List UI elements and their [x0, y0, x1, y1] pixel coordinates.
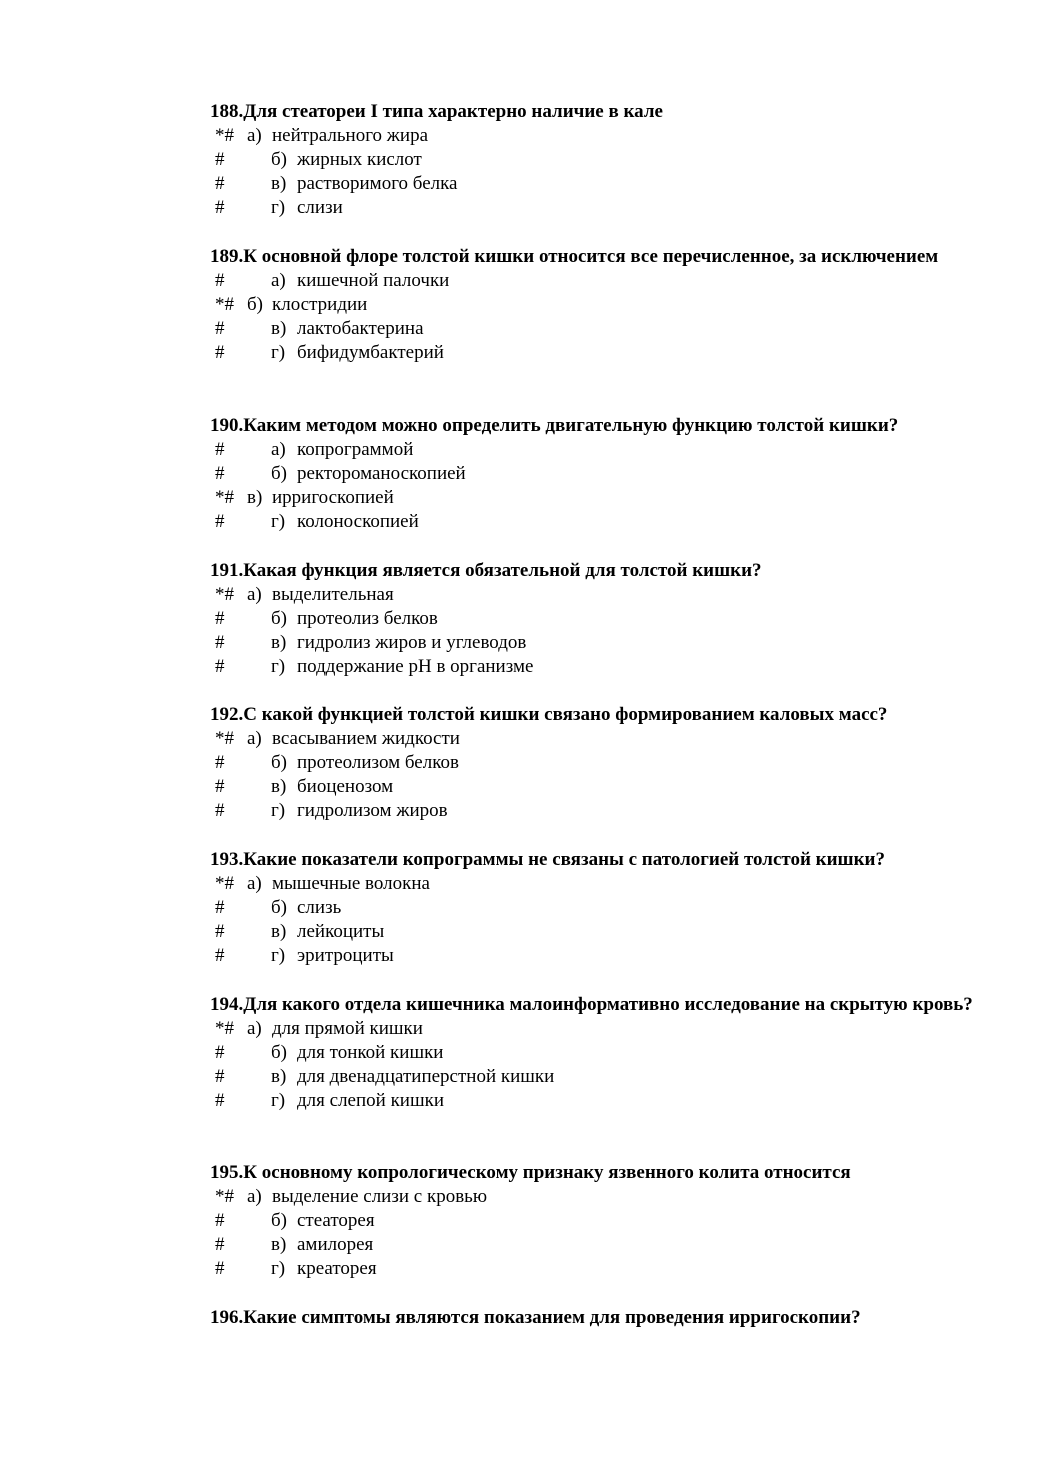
- option-text: ирригоскопией: [272, 487, 394, 508]
- question-text: 188.Для стеатореи I типа характерно наличие в кале: [210, 101, 663, 122]
- option-letter: в): [271, 1234, 287, 1255]
- answer-option: [148, 438, 990, 462]
- option-mark: #: [215, 511, 225, 532]
- option-text: выделение слизи с кровью: [272, 1186, 488, 1207]
- option-mark: #: [215, 149, 225, 170]
- question-text: 195.К основному копрологическому признаку язвенного колита относится: [210, 1162, 851, 1183]
- option-text: копрограммой: [297, 439, 414, 460]
- option-text: стеаторея: [297, 1210, 375, 1231]
- answer-option: [148, 775, 990, 799]
- option-letter: а): [247, 125, 262, 146]
- option-mark: #: [215, 270, 225, 291]
- answer-option: [148, 751, 990, 775]
- answer-option: [148, 799, 990, 823]
- question-block: [148, 1306, 990, 1330]
- answer-option: [148, 1065, 990, 1089]
- question-text: 191.Какая функция является обязательной для толстой кишки?: [210, 560, 762, 581]
- option-text: поддержание pH в организме: [297, 656, 534, 677]
- option-letter: г): [271, 342, 286, 363]
- option-letter: б): [271, 149, 287, 170]
- option-text: жирных кислот: [297, 149, 422, 170]
- answer-option: [148, 1089, 990, 1113]
- option-text: растворимого белка: [297, 173, 458, 194]
- option-text: гидролиз жиров и углеводов: [297, 632, 527, 653]
- answer-option: [148, 896, 990, 920]
- option-text: для тонкой кишки: [297, 1042, 444, 1063]
- option-letter: в): [271, 173, 287, 194]
- option-text: креаторея: [297, 1258, 377, 1279]
- answer-option: [148, 1209, 990, 1233]
- option-text: мышечные волокна: [272, 873, 430, 894]
- option-mark: *#: [215, 1186, 234, 1207]
- option-letter: а): [247, 873, 262, 894]
- answer-option-correct: [148, 293, 990, 317]
- option-text: амилорея: [297, 1234, 374, 1255]
- option-mark: #: [215, 897, 225, 918]
- option-letter: б): [271, 1210, 287, 1231]
- option-mark: *#: [215, 294, 234, 315]
- option-letter: б): [247, 294, 263, 315]
- option-letter: г): [271, 1258, 286, 1279]
- answer-option-correct: [148, 124, 990, 148]
- answer-option: [148, 341, 990, 365]
- option-letter: г): [271, 511, 286, 532]
- option-letter: б): [271, 897, 287, 918]
- option-letter: г): [271, 1090, 286, 1111]
- answer-option: [148, 269, 990, 293]
- answer-option: [148, 1257, 990, 1281]
- option-mark: *#: [215, 584, 234, 605]
- option-mark: #: [215, 1066, 225, 1087]
- option-text: лейкоциты: [297, 921, 385, 942]
- option-text: кишечной палочки: [297, 270, 450, 291]
- option-letter: г): [271, 800, 286, 821]
- option-mark: *#: [215, 1018, 234, 1039]
- option-letter: в): [247, 487, 263, 508]
- question-block: [148, 559, 990, 679]
- option-mark: #: [215, 1258, 225, 1279]
- question-text: 193.Какие показатели копрограммы не связаны с патологией толстой кишки?: [210, 849, 885, 870]
- option-letter: б): [271, 1042, 287, 1063]
- answer-option: [148, 196, 990, 220]
- option-mark: #: [215, 1042, 225, 1063]
- option-mark: #: [215, 439, 225, 460]
- option-text: слизи: [297, 197, 343, 218]
- option-mark: #: [215, 342, 225, 363]
- option-letter: г): [271, 945, 286, 966]
- option-mark: #: [215, 197, 225, 218]
- option-mark: *#: [215, 873, 234, 894]
- option-letter: а): [247, 584, 262, 605]
- answer-option: [148, 1233, 990, 1257]
- answer-option: [148, 317, 990, 341]
- question-block: [148, 1161, 990, 1281]
- question-text: 194.Для какого отдела кишечника малоинформативно исследование на скрытую кровь?: [210, 994, 973, 1015]
- option-letter: в): [271, 318, 287, 339]
- option-text: гидролизом жиров: [297, 800, 448, 821]
- answer-option-correct: [148, 486, 990, 510]
- question-text: 196.Какие симптомы являются показанием для проведения ирригоскопии?: [210, 1307, 861, 1328]
- option-text: протеолизом белков: [297, 752, 459, 773]
- answer-option: [148, 148, 990, 172]
- option-letter: в): [271, 1066, 287, 1087]
- option-mark: #: [215, 752, 225, 773]
- option-mark: *#: [215, 487, 234, 508]
- question-text: 192.С какой функцией толстой кишки связано формированием каловых масс?: [210, 704, 888, 725]
- option-letter: а): [271, 270, 286, 291]
- option-mark: #: [215, 318, 225, 339]
- option-mark: #: [215, 1210, 225, 1231]
- option-text: нейтрального жира: [272, 125, 429, 146]
- answer-option: [148, 944, 990, 968]
- option-mark: *#: [215, 728, 234, 749]
- option-text: для прямой кишки: [272, 1018, 423, 1039]
- question-text: 190.Каким методом можно определить двигательную функцию толстой кишки?: [210, 415, 899, 436]
- answer-option: [148, 655, 990, 679]
- option-mark: #: [215, 173, 225, 194]
- option-text: для слепой кишки: [297, 1090, 444, 1111]
- option-letter: в): [271, 776, 287, 797]
- option-text: эритроциты: [297, 945, 394, 966]
- answer-option-correct: [148, 583, 990, 607]
- answer-option: [148, 1041, 990, 1065]
- option-letter: а): [247, 1186, 262, 1207]
- answer-option: [148, 607, 990, 631]
- option-letter: в): [271, 921, 287, 942]
- option-text: бифидумбактерий: [297, 342, 444, 363]
- option-mark: #: [215, 776, 225, 797]
- option-letter: б): [271, 608, 287, 629]
- answer-option: [148, 172, 990, 196]
- answer-option-correct: [148, 1017, 990, 1041]
- question-block: [148, 703, 990, 823]
- question-block: [148, 848, 990, 968]
- option-mark: *#: [215, 125, 234, 146]
- option-text: для двенадцатиперстной кишки: [297, 1066, 555, 1087]
- question-text: 189.К основной флоре толстой кишки относится все перечисленное, за исключением: [210, 246, 939, 267]
- answer-option-correct: [148, 727, 990, 751]
- option-mark: #: [215, 632, 225, 653]
- answer-option: [148, 462, 990, 486]
- answer-option-correct: [148, 1185, 990, 1209]
- question-block: [148, 100, 990, 220]
- option-letter: б): [271, 463, 287, 484]
- option-letter: а): [247, 1018, 262, 1039]
- option-letter: б): [271, 752, 287, 773]
- question-block: [148, 245, 990, 365]
- option-text: слизь: [297, 897, 342, 918]
- option-letter: г): [271, 656, 286, 677]
- answer-option: [148, 920, 990, 944]
- option-letter: в): [271, 632, 287, 653]
- option-letter: а): [271, 439, 286, 460]
- option-text: клостридии: [272, 294, 368, 315]
- option-text: выделительная: [272, 584, 394, 605]
- option-mark: #: [215, 1090, 225, 1111]
- option-text: колоноскопией: [297, 511, 419, 532]
- question-block: [148, 414, 990, 534]
- option-text: протеолиз белков: [297, 608, 438, 629]
- option-mark: #: [215, 800, 225, 821]
- option-mark: #: [215, 608, 225, 629]
- option-text: ректороманоскопией: [297, 463, 466, 484]
- option-mark: #: [215, 1234, 225, 1255]
- option-mark: #: [215, 656, 225, 677]
- answer-option: [148, 510, 990, 534]
- option-mark: #: [215, 921, 225, 942]
- option-mark: #: [215, 945, 225, 966]
- option-text: лактобактерина: [297, 318, 424, 339]
- option-letter: а): [247, 728, 262, 749]
- question-block: [148, 993, 990, 1113]
- option-mark: #: [215, 463, 225, 484]
- answer-option-correct: [148, 872, 990, 896]
- option-letter: г): [271, 197, 286, 218]
- option-text: всасыванием жидкости: [272, 728, 460, 749]
- answer-option: [148, 631, 990, 655]
- option-text: биоценозом: [297, 776, 394, 797]
